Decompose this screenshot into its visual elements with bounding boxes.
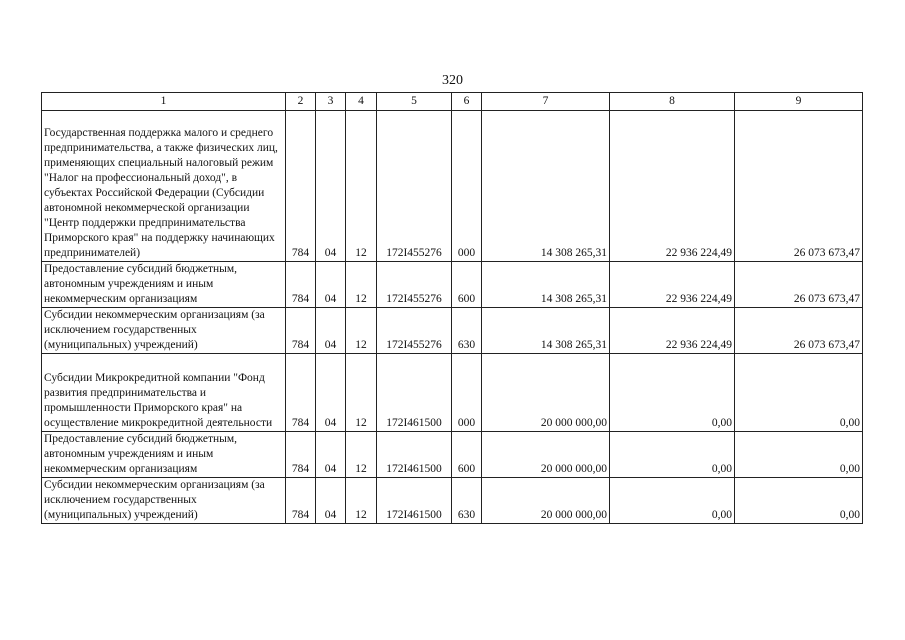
row-subsection-code: 12 [346, 262, 377, 308]
row-ministry-code: 784 [286, 262, 316, 308]
row-amount-7: 20 000 000,00 [482, 432, 610, 478]
header-cell: 6 [452, 93, 482, 111]
row-ministry-code: 784 [286, 478, 316, 524]
row-amount-7: 14 308 265,31 [482, 111, 610, 262]
row-target-code: 172I455276 [377, 308, 452, 354]
row-amount-9: 0,00 [735, 354, 863, 432]
row-ministry-code: 784 [286, 111, 316, 262]
header-cell: 5 [377, 93, 452, 111]
row-section-code: 04 [316, 354, 346, 432]
row-subsection-code: 12 [346, 432, 377, 478]
row-section-code: 04 [316, 111, 346, 262]
row-amount-9: 26 073 673,47 [735, 111, 863, 262]
row-amount-7: 20 000 000,00 [482, 478, 610, 524]
row-name: Субсидии некоммерческим организациям (за исключением государственных (муниципальных) учреждений) [42, 478, 286, 524]
row-amount-7: 20 000 000,00 [482, 354, 610, 432]
row-section-code: 04 [316, 308, 346, 354]
row-name: Государственная поддержка малого и среднего предпринимательства, а также физических лиц, применяющих специальный налоговый режим "Налог на профессиональный доход", в субъектах Российской Федерации (Субсидии автономной некоммерческой организации "Центр поддержки предпринимательства Приморского края" на поддержку начинающих предпринимателей) [42, 111, 286, 262]
row-amount-8: 0,00 [610, 432, 735, 478]
row-subsection-code: 12 [346, 111, 377, 262]
row-expense-type: 000 [452, 111, 482, 262]
row-amount-9: 0,00 [735, 478, 863, 524]
row-amount-9: 26 073 673,47 [735, 308, 863, 354]
row-expense-type: 000 [452, 354, 482, 432]
table-row [42, 432, 863, 478]
row-target-code: 172I461500 [377, 354, 452, 432]
row-expense-type: 630 [452, 308, 482, 354]
header-cell: 8 [610, 93, 735, 111]
header-row [42, 93, 863, 111]
row-ministry-code: 784 [286, 432, 316, 478]
header-cell: 4 [346, 93, 377, 111]
row-amount-8: 22 936 224,49 [610, 111, 735, 262]
row-amount-8: 22 936 224,49 [610, 308, 735, 354]
row-subsection-code: 12 [346, 354, 377, 432]
row-expense-type: 600 [452, 262, 482, 308]
row-subsection-code: 12 [346, 308, 377, 354]
header-cell: 2 [286, 93, 316, 111]
header-cell: 9 [735, 93, 863, 111]
row-section-code: 04 [316, 478, 346, 524]
row-ministry-code: 784 [286, 308, 316, 354]
row-name: Субсидии Микрокредитной компании "Фонд развития предпринимательства и промышленности Приморского края" на осуществление микрокредитной деятельности [42, 354, 286, 432]
row-ministry-code: 784 [286, 354, 316, 432]
table-row [42, 262, 863, 308]
row-name: Субсидии некоммерческим организациям (за исключением государственных (муниципальных) учреждений) [42, 308, 286, 354]
header-cell: 7 [482, 93, 610, 111]
budget-table [41, 92, 863, 524]
row-section-code: 04 [316, 432, 346, 478]
table-row [42, 354, 863, 432]
header-cell: 3 [316, 93, 346, 111]
row-name: Предоставление субсидий бюджетным, автономным учреждениям и иным некоммерческим организациям [42, 262, 286, 308]
row-expense-type: 600 [452, 432, 482, 478]
row-target-code: 172I461500 [377, 478, 452, 524]
row-amount-8: 22 936 224,49 [610, 262, 735, 308]
row-section-code: 04 [316, 262, 346, 308]
row-expense-type: 630 [452, 478, 482, 524]
row-amount-7: 14 308 265,31 [482, 262, 610, 308]
row-amount-8: 0,00 [610, 478, 735, 524]
header-cell: 1 [42, 93, 286, 111]
row-amount-9: 26 073 673,47 [735, 262, 863, 308]
page-number: 320 [442, 73, 463, 88]
row-amount-7: 14 308 265,31 [482, 308, 610, 354]
row-target-code: 172I455276 [377, 262, 452, 308]
row-subsection-code: 12 [346, 478, 377, 524]
table-row [42, 478, 863, 524]
row-target-code: 172I455276 [377, 111, 452, 262]
table-row [42, 308, 863, 354]
table-row [42, 111, 863, 262]
row-name: Предоставление субсидий бюджетным, автономным учреждениям и иным некоммерческим организациям [42, 432, 286, 478]
row-target-code: 172I461500 [377, 432, 452, 478]
row-amount-8: 0,00 [610, 354, 735, 432]
row-amount-9: 0,00 [735, 432, 863, 478]
